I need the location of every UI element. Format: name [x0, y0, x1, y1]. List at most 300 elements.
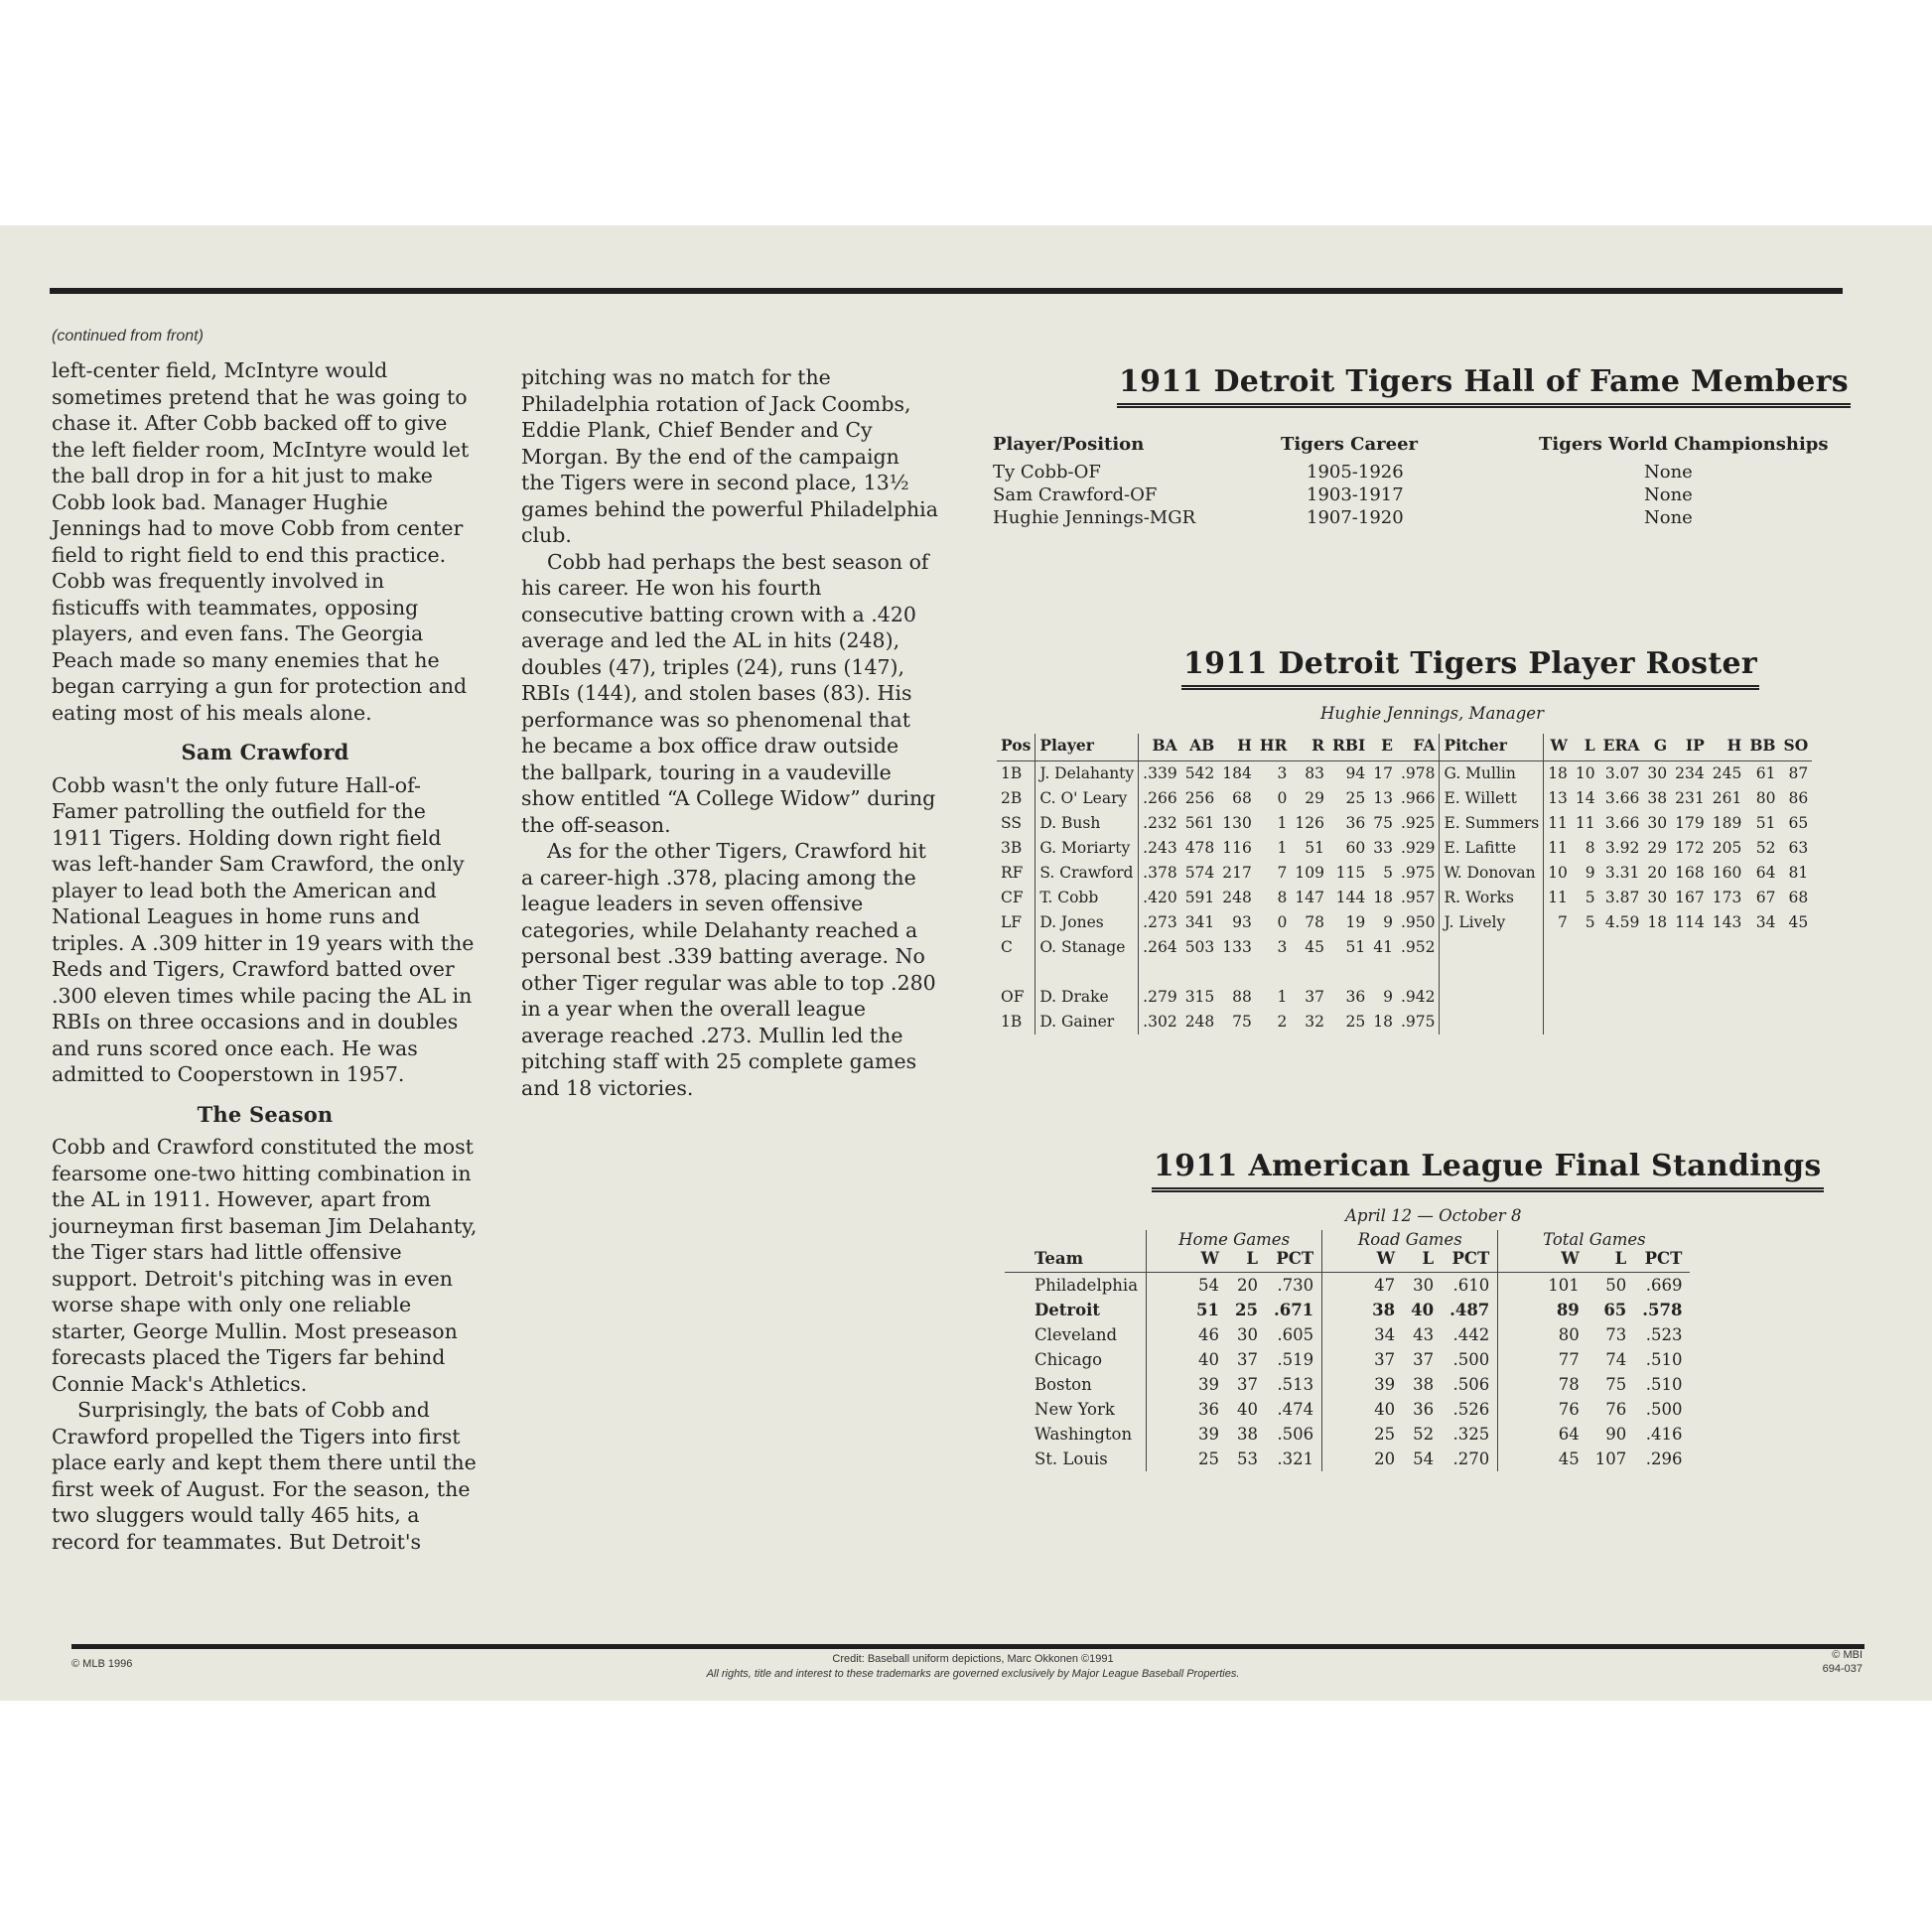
roster-cell: 9 [1383, 913, 1393, 931]
pitcher-cell: 11 [1544, 811, 1572, 836]
standings-cell: 30 [1236, 1325, 1258, 1344]
standings-cell: 76 [1605, 1400, 1627, 1419]
roster-cell: LF [1001, 913, 1023, 931]
roster-row [997, 985, 1812, 1010]
roster-header: H [1218, 734, 1256, 761]
roster-cell: 93 [1232, 913, 1252, 931]
pitcher-cell: 7 [1544, 910, 1572, 935]
standings-subheader: PCT [1442, 1249, 1498, 1273]
team-name: St. Louis [1035, 1449, 1108, 1468]
roster-cell: 51 [1305, 839, 1324, 857]
standings-cell: 73 [1605, 1325, 1627, 1344]
pitcher-cell: 5 [1585, 889, 1595, 906]
roster-header: Player [1035, 734, 1139, 761]
pitcher-cell: 67 [1755, 889, 1776, 906]
paragraph: Cobb wasn't the only future Hall-of-Famer patrolling the outfield for the 1911 Tigers. Holding down right field was left-hander Sam Crawford, the only player to lead both the American and National Leagues in home runs and triples. A .309 hitter in 19 years with the Reds and Tigers, Crawford batted over .300 eleven times while pacing the AL in RBIs on three occasions and in doubles and runs scored once each. He was admitted to Cooperstown in 1957. [52, 772, 475, 1086]
standings-cell: 40 [1236, 1400, 1258, 1419]
pitcher-cell: 20 [1647, 864, 1668, 882]
pitcher-cell: 29 [1647, 839, 1668, 857]
standings-cell: 75 [1605, 1375, 1627, 1394]
pitcher-cell: 167 [1675, 889, 1705, 906]
roster-cell: 1 [1277, 839, 1288, 857]
standings-subheader: W [1322, 1249, 1403, 1273]
bottom-rule [71, 1644, 1864, 1649]
standings-cell: .325 [1452, 1425, 1490, 1444]
roster-row [997, 836, 1812, 861]
roster-cell: S. Crawford [1035, 861, 1139, 886]
roster-cell: 1B [1001, 764, 1023, 782]
roster-cell: .975 [1400, 1013, 1436, 1031]
standings-cell: 64 [1498, 1422, 1587, 1447]
pitcher-cell: 68 [1788, 889, 1809, 906]
hof-row [993, 483, 1843, 506]
roster-cell: 574 [1184, 864, 1215, 882]
paragraph: pitching was no match for the Philadelphia rotation of Jack Coombs, Eddie Plank, Chief Bender and Cy Morgan. By the end of the campaign the Tigers were in second place, 13½ games behind the powerful Philadelphia club. [521, 365, 938, 547]
roster-table [997, 734, 1812, 1035]
standings-cell: 65 [1603, 1301, 1627, 1319]
pitcher-cell: 3.66 [1604, 789, 1640, 807]
roster-header: W [1544, 734, 1572, 761]
roster-header: G [1643, 734, 1671, 761]
standings-cell: .270 [1452, 1449, 1490, 1468]
standings-subheader: W [1498, 1249, 1587, 1273]
pitcher-cell: 18 [1647, 913, 1668, 931]
copyright-mlb: © MLB 1996 [71, 1658, 133, 1670]
pitcher-cell: 231 [1675, 789, 1705, 807]
team-name: Philadelphia [1035, 1276, 1139, 1295]
pitcher-cell: 81 [1788, 864, 1809, 882]
credit-line [496, 1652, 1449, 1682]
roster-cell: 130 [1222, 814, 1252, 832]
roster-cell: 144 [1335, 889, 1366, 906]
roster-cell: O. Stanage [1035, 935, 1139, 960]
pitcher-cell: 160 [1712, 864, 1742, 882]
team-name: Detroit [1035, 1301, 1101, 1319]
standings-cell: .474 [1277, 1400, 1314, 1419]
standings-cell: 39 [1147, 1372, 1227, 1397]
standings-cell: 43 [1413, 1325, 1435, 1344]
standings-row [1005, 1273, 1690, 1299]
roster-row [997, 886, 1812, 910]
standings-cell: 53 [1236, 1449, 1258, 1468]
roster-cell: D. Gainer [1035, 1010, 1139, 1035]
roster-header: Pos [997, 734, 1035, 761]
standings-row [1005, 1347, 1690, 1372]
roster-cell: .264 [1139, 935, 1181, 960]
pitcher-cell: 10 [1575, 764, 1595, 782]
roster-header: IP [1671, 734, 1709, 761]
standings-cell: 36 [1147, 1397, 1227, 1422]
standings-row [1005, 1298, 1690, 1322]
standings-cell: 34 [1322, 1322, 1403, 1347]
roster-row [997, 861, 1812, 886]
standings-cell: 39 [1322, 1372, 1403, 1397]
pitcher-cell: 30 [1647, 764, 1668, 782]
hof-header: Tigers Career [1281, 434, 1419, 455]
roster-cell: SS [1001, 814, 1022, 832]
roster-row [997, 960, 1812, 985]
roster-header: R [1291, 734, 1328, 761]
roster-cell: 75 [1373, 814, 1393, 832]
standings-cell: .510 [1645, 1350, 1683, 1369]
roster-cell: 41 [1373, 938, 1393, 956]
roster-cell: 256 [1184, 789, 1215, 807]
roster-cell: 478 [1184, 839, 1215, 857]
hof-row [993, 506, 1843, 529]
hof-row [993, 461, 1843, 483]
roster-cell: 25 [1345, 789, 1366, 807]
pitcher-cell: 143 [1712, 913, 1742, 931]
standings-header-team: Team [1005, 1249, 1147, 1273]
pitcher-cell: R. Works [1440, 886, 1544, 910]
pitcher-cell: 52 [1755, 839, 1776, 857]
card-code: 694-037 [1822, 1663, 1863, 1675]
standings-subheader: L [1227, 1249, 1266, 1273]
roster-cell: 32 [1305, 1013, 1324, 1031]
roster-cell: 1 [1277, 988, 1288, 1006]
pitcher-cell: 10 [1544, 861, 1572, 886]
roster-header: FA [1397, 734, 1440, 761]
standings-table [1005, 1230, 1690, 1471]
standings-cell: 90 [1605, 1425, 1627, 1444]
team-name: Chicago [1035, 1350, 1103, 1369]
pitcher-cell: 34 [1755, 913, 1776, 931]
standings-cell: 77 [1498, 1347, 1587, 1372]
roster-cell: RF [1001, 864, 1024, 882]
roster-cell: .339 [1139, 761, 1181, 787]
roster-cell: 3 [1277, 764, 1288, 782]
roster-cell: .978 [1400, 764, 1436, 782]
pitcher-cell: 5 [1585, 913, 1595, 931]
pitcher-cell: 189 [1712, 814, 1742, 832]
standings-cell: 54 [1147, 1273, 1227, 1299]
roster-cell: 133 [1222, 938, 1252, 956]
pitcher-cell: 114 [1675, 913, 1705, 931]
roster-cell: 18 [1373, 889, 1393, 906]
pitcher-cell: 3.92 [1604, 839, 1640, 857]
roster-cell: 116 [1222, 839, 1252, 857]
roster-manager: Hughie Jennings, Manager [1320, 704, 1544, 723]
roster-cell: 36 [1345, 988, 1366, 1006]
roster-row [997, 811, 1812, 836]
roster-cell: 1 [1277, 814, 1288, 832]
roster-header: AB [1181, 734, 1219, 761]
standings-cell: .671 [1273, 1301, 1314, 1319]
standings-cell: 101 [1498, 1273, 1587, 1299]
paragraph: Surprisingly, the bats of Cobb and Crawford propelled the Tigers into first place early and kept them there until the first week of August. For the season, the two sluggers would tally 465 hits, a record for teammates. But Detroit's [52, 1398, 477, 1554]
standings-cell: 80 [1498, 1322, 1587, 1347]
roster-cell: OF [1001, 988, 1025, 1006]
standings-cell: 25 [1322, 1422, 1403, 1447]
roster-cell: 51 [1345, 938, 1366, 956]
roster-title: 1911 Detroit Tigers Player Roster [1181, 646, 1668, 690]
standings-cell: 36 [1413, 1400, 1435, 1419]
standings-subheader: L [1403, 1249, 1442, 1273]
hof-cell: None [1644, 484, 1693, 505]
roster-header: SO [1780, 734, 1813, 761]
roster-cell: 315 [1184, 988, 1215, 1006]
paragraph: Cobb had perhaps the best season of his career. He won his fourth consecutive batting crown with a .420 average and led the AL in hits (248), doubles (47), triples (24), runs (147), RBIs (144), and stolen bases (83). His performance was so phenomenal that he became a box office draw outside the ballpark, touring in a vaudeville show entitled “A College Widow” during the off-season. [521, 549, 936, 837]
roster-cell: .266 [1139, 786, 1181, 811]
standings-dates: April 12 — October 8 [1345, 1206, 1522, 1225]
pitcher-cell: 168 [1675, 864, 1705, 882]
pitcher-cell: 11 [1575, 814, 1595, 832]
roster-cell: 591 [1184, 889, 1215, 906]
standings-cell: .321 [1277, 1449, 1314, 1468]
roster-cell: 88 [1232, 988, 1252, 1006]
roster-cell: .302 [1139, 1010, 1181, 1035]
standings-cell: .500 [1452, 1350, 1490, 1369]
pitcher-cell: G. Mullin [1440, 761, 1544, 787]
roster-header: BB [1745, 734, 1779, 761]
team-name: New York [1035, 1400, 1115, 1419]
pitcher-cell: 61 [1755, 764, 1776, 782]
pitcher-cell: 11 [1544, 886, 1572, 910]
standings-cell: 38 [1322, 1298, 1403, 1322]
hof-cell: Hughie Jennings-MGR [993, 507, 1196, 528]
mbi-text: © MBI [1832, 1649, 1863, 1661]
standings-cell: 40 [1411, 1301, 1435, 1319]
hof-header: Tigers World Championships [1539, 434, 1829, 455]
roster-cell: 78 [1305, 913, 1324, 931]
pitcher-cell: 3.07 [1604, 764, 1640, 782]
roster-cell: C. O' Leary [1035, 786, 1139, 811]
roster-cell: 68 [1232, 789, 1252, 807]
pitcher-cell: 45 [1788, 913, 1809, 931]
roster-cell: .957 [1400, 889, 1436, 906]
pitcher-cell: 30 [1647, 889, 1668, 906]
standings-subheader: L [1587, 1249, 1635, 1273]
roster-cell: 8 [1277, 889, 1288, 906]
hof-cell: None [1644, 462, 1693, 483]
roster-cell: .952 [1400, 938, 1436, 956]
roster-cell: D. Jones [1035, 910, 1139, 935]
standings-row [1005, 1322, 1690, 1347]
pitcher-cell: E. Summers [1440, 811, 1544, 836]
standings-cell: 51 [1147, 1298, 1227, 1322]
standings-cell: .730 [1277, 1276, 1314, 1295]
pitcher-cell: 63 [1788, 839, 1809, 857]
standings-cell: 20 [1236, 1276, 1258, 1295]
roster-row [997, 761, 1812, 787]
roster-header: HR [1256, 734, 1292, 761]
roster-cell: 248 [1184, 1013, 1215, 1031]
roster-cell: 9 [1383, 988, 1393, 1006]
pitcher-cell: 234 [1675, 764, 1705, 782]
roster-header: Pitcher [1440, 734, 1544, 761]
paragraph: left-center field, McIntyre would sometimes pretend that he was going to chase it. After Cobb backed off to give the left fielder room, McIntyre would let the ball drop in for a hit just to make Cobb look bad. Manager Hughie Jennings had to move Cobb from center field to right field to end this practice. Cobb was frequently involved in fisticuffs with teammates, opposing players, and even fans. The Georgia Peach made so many enemies that he began carrying a gun for protection and eating most of his meals alone. [52, 358, 470, 725]
roster-header: H [1709, 734, 1746, 761]
standings-cell: 25 [1235, 1301, 1258, 1319]
roster-cell: 1B [1001, 1013, 1023, 1031]
pitcher-cell: 205 [1712, 839, 1742, 857]
roster-cell: 0 [1277, 789, 1288, 807]
pitcher-cell: 3.31 [1604, 864, 1640, 882]
standings-subheader: W [1147, 1249, 1227, 1273]
standings-cell: 37 [1236, 1375, 1258, 1394]
credit-text: Credit: Baseball uniform depictions, Marc Okkonen ©1991 [832, 1653, 1114, 1665]
roster-cell: 147 [1295, 889, 1324, 906]
roster-cell: 13 [1373, 789, 1393, 807]
paragraph: Cobb and Crawford constituted the most fearsome one-two hitting combination in the AL in 1911. However, apart from journeyman first baseman Jim Delahanty, the Tiger stars had little offensive support. Detroit's pitching was in even worse shape with only one reliable starter, George Mullin. Most preseason forecasts placed the Tigers far behind Connie Mack's Athletics. [52, 1135, 478, 1396]
hof-table [993, 434, 1843, 529]
team-name: Boston [1035, 1375, 1092, 1394]
standings-row [1005, 1422, 1690, 1447]
pitcher-cell: 245 [1712, 764, 1742, 782]
roster-row [997, 786, 1812, 811]
group-header-home: Home Games [1147, 1230, 1322, 1249]
standings-cell: 78 [1498, 1372, 1587, 1397]
pitcher-cell: 4.59 [1604, 913, 1640, 931]
roster-cell: G. Moriarty [1035, 836, 1139, 861]
pitcher-cell: E. Willett [1440, 786, 1544, 811]
team-name: Washington [1035, 1425, 1133, 1444]
roster-cell: .243 [1139, 836, 1181, 861]
roster-cell: .273 [1139, 910, 1181, 935]
standings-cell: 40 [1147, 1347, 1227, 1372]
hof-cell: Ty Cobb-OF [993, 462, 1101, 483]
standings-cell: .526 [1452, 1400, 1490, 1419]
roster-cell: .942 [1400, 988, 1436, 1006]
roster-cell: .925 [1400, 814, 1436, 832]
roster-row [997, 910, 1812, 935]
pitcher-cell: 179 [1675, 814, 1705, 832]
roster-cell: 17 [1373, 764, 1393, 782]
copyright-mbi [1763, 1648, 1863, 1676]
standings-cell: .487 [1449, 1301, 1490, 1319]
roster-cell: 3 [1277, 938, 1288, 956]
roster-cell: 126 [1295, 814, 1324, 832]
standings-row [1005, 1372, 1690, 1397]
standings-cell: 37 [1236, 1350, 1258, 1369]
pitcher-cell: 80 [1755, 789, 1776, 807]
pitcher-cell: 172 [1675, 839, 1705, 857]
standings-cell: .510 [1645, 1375, 1683, 1394]
continued-note: (continued from front) [52, 328, 204, 345]
standings-cell: .416 [1645, 1425, 1683, 1444]
roster-row [997, 935, 1812, 960]
team-name: Cleveland [1035, 1325, 1118, 1344]
pitcher-cell: 3.87 [1604, 889, 1640, 906]
standings-cell: 39 [1147, 1422, 1227, 1447]
hof-cell: None [1644, 507, 1693, 528]
pitcher-cell: 65 [1788, 814, 1809, 832]
roster-header: L [1572, 734, 1599, 761]
roster-cell: 83 [1305, 764, 1324, 782]
standings-cell: 30 [1413, 1276, 1435, 1295]
group-header-total: Total Games [1498, 1230, 1691, 1249]
pitcher-cell: 64 [1755, 864, 1776, 882]
top-rule [50, 288, 1843, 294]
roster-cell: 115 [1335, 864, 1366, 882]
roster-cell: D. Drake [1035, 985, 1139, 1010]
roster-cell: 18 [1373, 1013, 1393, 1031]
standings-cell: 37 [1322, 1347, 1403, 1372]
standings-cell: 107 [1594, 1449, 1627, 1468]
standings-cell: 40 [1322, 1397, 1403, 1422]
roster-cell: D. Bush [1035, 811, 1139, 836]
standings-cell: 20 [1322, 1447, 1403, 1471]
group-header-road: Road Games [1322, 1230, 1498, 1249]
standings-cell: .506 [1452, 1375, 1490, 1394]
pitcher-cell: 11 [1544, 836, 1572, 861]
standings-cell: .669 [1645, 1276, 1683, 1295]
standings-title: 1911 American League Final Standings [1152, 1149, 1718, 1192]
standings-cell: 37 [1413, 1350, 1435, 1369]
roster-cell: 25 [1345, 1013, 1366, 1031]
roster-cell: .378 [1139, 861, 1181, 886]
standings-cell: .523 [1645, 1325, 1683, 1344]
standings-row [1005, 1447, 1690, 1471]
card-sheet [0, 225, 1932, 1701]
roster-cell: 184 [1222, 764, 1252, 782]
roster-header: E [1369, 734, 1397, 761]
roster-cell: 109 [1295, 864, 1324, 882]
roster-cell: 19 [1345, 913, 1366, 931]
standings-subheader: PCT [1634, 1249, 1690, 1273]
text-column-1 [52, 357, 479, 1555]
standings-subheader: PCT [1266, 1249, 1322, 1273]
roster-cell: 60 [1345, 839, 1366, 857]
subheading-sam-crawford: Sam Crawford [181, 740, 349, 764]
roster-cell: C [1001, 938, 1013, 956]
standings-cell: 46 [1147, 1322, 1227, 1347]
pitcher-cell: 87 [1788, 764, 1809, 782]
roster-cell: 248 [1222, 889, 1252, 906]
standings-cell: 38 [1413, 1375, 1435, 1394]
pitcher-cell: 30 [1647, 814, 1668, 832]
roster-cell: 7 [1277, 864, 1288, 882]
roster-cell: .232 [1139, 811, 1181, 836]
pitcher-cell: 261 [1712, 789, 1742, 807]
standings-cell: 76 [1498, 1397, 1587, 1422]
roster-cell: .975 [1400, 864, 1436, 882]
standings-cell: .506 [1277, 1425, 1314, 1444]
standings-cell: 54 [1413, 1449, 1435, 1468]
roster-cell: 561 [1184, 814, 1215, 832]
standings-cell: 25 [1147, 1447, 1227, 1471]
text-column-2 [521, 364, 938, 1101]
hof-cell: 1903-1917 [1307, 484, 1404, 505]
roster-cell: .966 [1400, 789, 1436, 807]
standings-cell: .519 [1277, 1350, 1314, 1369]
pitcher-cell: 8 [1585, 839, 1595, 857]
standings-cell: .296 [1645, 1449, 1683, 1468]
roster-header: ERA [1599, 734, 1644, 761]
standings-cell: 45 [1498, 1447, 1587, 1471]
standings-cell: .442 [1452, 1325, 1490, 1344]
roster-cell: 217 [1222, 864, 1252, 882]
standings-cell: .610 [1452, 1276, 1490, 1295]
roster-row [997, 1010, 1812, 1035]
roster-cell: T. Cobb [1035, 886, 1139, 910]
roster-cell: .929 [1400, 839, 1436, 857]
pitcher-cell: 51 [1755, 814, 1776, 832]
roster-cell: 2 [1277, 1013, 1288, 1031]
pitcher-cell: 9 [1585, 864, 1595, 882]
standings-cell: .513 [1277, 1375, 1314, 1394]
roster-cell: 37 [1305, 988, 1324, 1006]
standings-cell: .500 [1645, 1400, 1683, 1419]
roster-cell: .279 [1139, 985, 1181, 1010]
roster-cell: .950 [1400, 913, 1436, 931]
roster-cell: 0 [1277, 913, 1288, 931]
standings-cell: 89 [1498, 1298, 1587, 1322]
pitcher-cell: 86 [1788, 789, 1809, 807]
standings-cell: 47 [1322, 1273, 1403, 1299]
pitcher-cell: E. Lafitte [1440, 836, 1544, 861]
pitcher-cell: W. Donovan [1440, 861, 1544, 886]
